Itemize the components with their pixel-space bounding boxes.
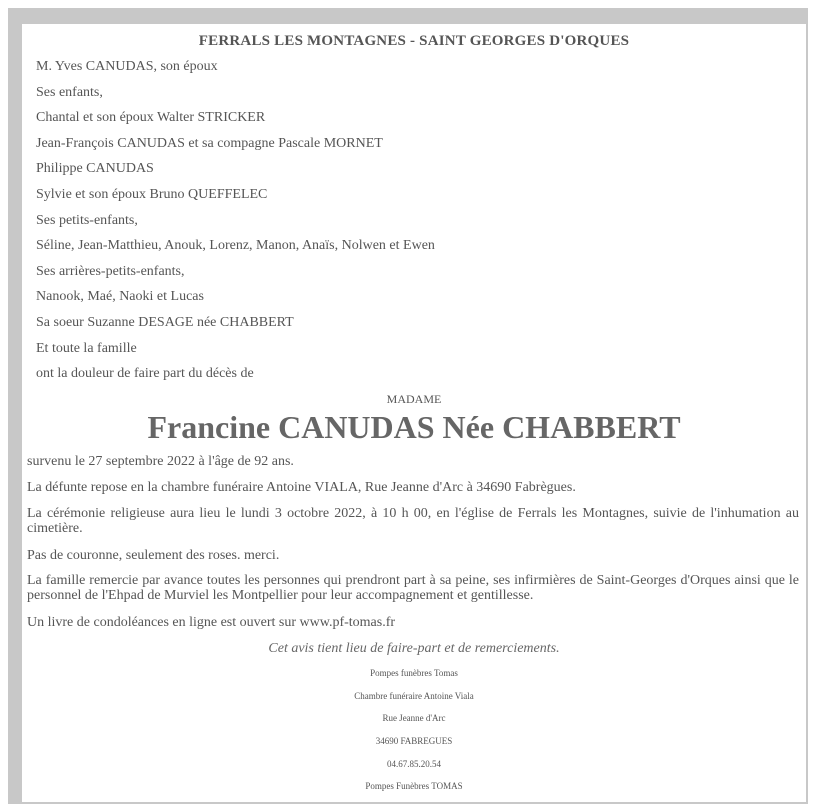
paragraph-condolences: Un livre de condoléances en ligne est ouvert sur www.pf-tomas.fr xyxy=(27,615,396,630)
paragraph-repose: La défunte repose en la chambre funéraire Antoine VIALA, Rue Jeanne d'Arc à 34690 Fabrègues. xyxy=(27,480,576,495)
footer-line: 34690 FABREGUES xyxy=(375,736,453,746)
paragraph-ceremony: La cérémonie religieuse aura lieu le lundi 3 octobre 2022, à 10 h 00, en l'église de Ferrals les Montagnes, suivie de l'inhumation au cimetière. xyxy=(27,506,799,536)
family-line: Et toute la famille xyxy=(36,340,137,356)
footer-line: Pompes funèbres Tomas xyxy=(370,668,458,678)
family-line: Séline, Jean-Matthieu, Anouk, Lorenz, Manon, Anaïs, Nolwen et Ewen xyxy=(36,238,435,254)
footer-phone: 04.67.85.20.54 xyxy=(387,759,441,769)
family-line: Sa soeur Suzanne DESAGE née CHABBERT xyxy=(36,314,294,330)
paragraph-flowers: Pas de couronne, seulement des roses. merci. xyxy=(27,548,280,563)
notice-paper xyxy=(22,24,806,802)
family-line: ont la douleur de faire part du décès de xyxy=(36,366,254,382)
notice-header: FERRALS LES MONTAGNES - SAINT GEORGES D'ORQUES xyxy=(198,33,630,49)
family-line: M. Yves CANUDAS, son époux xyxy=(36,59,218,74)
family-line: Sylvie et son époux Bruno QUEFFELEC xyxy=(36,186,268,202)
footer-line: Pompes Funèbres TOMAS xyxy=(365,781,463,791)
footer-line: Rue Jeanne d'Arc xyxy=(382,713,446,723)
family-line: Chantal et son époux Walter STRICKER xyxy=(36,110,266,126)
family-line: Jean-François CANUDAS et sa compagne Pascale MORNET xyxy=(36,135,383,151)
deceased-name: Francine CANUDAS Née CHABBERT xyxy=(147,409,681,445)
closing-note: Cet avis tient lieu de faire-part et de remerciements. xyxy=(268,641,560,656)
family-line: Ses enfants, xyxy=(36,84,103,100)
notice-frame xyxy=(8,8,808,804)
family-line: Nanook, Maé, Naoki et Lucas xyxy=(36,289,204,305)
family-line: Ses arrières-petits-enfants, xyxy=(36,263,185,279)
honorific: MADAME xyxy=(386,392,442,406)
paragraph-thanks: La famille remercie par avance toutes les personnes qui prendront part à sa peine, ses infirmières de Saint-Georges d'Orques ainsi que le personnel de l'Ehpad de Murviel les Montpellier pour leur accompagnement et gentillesse. xyxy=(27,573,799,603)
family-line: Philippe CANUDAS xyxy=(36,161,154,177)
family-line: Ses petits-enfants, xyxy=(36,212,138,228)
footer-line: Chambre funéraire Antoine Viala xyxy=(354,691,474,701)
paragraph-date: survenu le 27 septembre 2022 à l'âge de 92 ans. xyxy=(27,454,294,469)
family-list xyxy=(36,59,435,392)
